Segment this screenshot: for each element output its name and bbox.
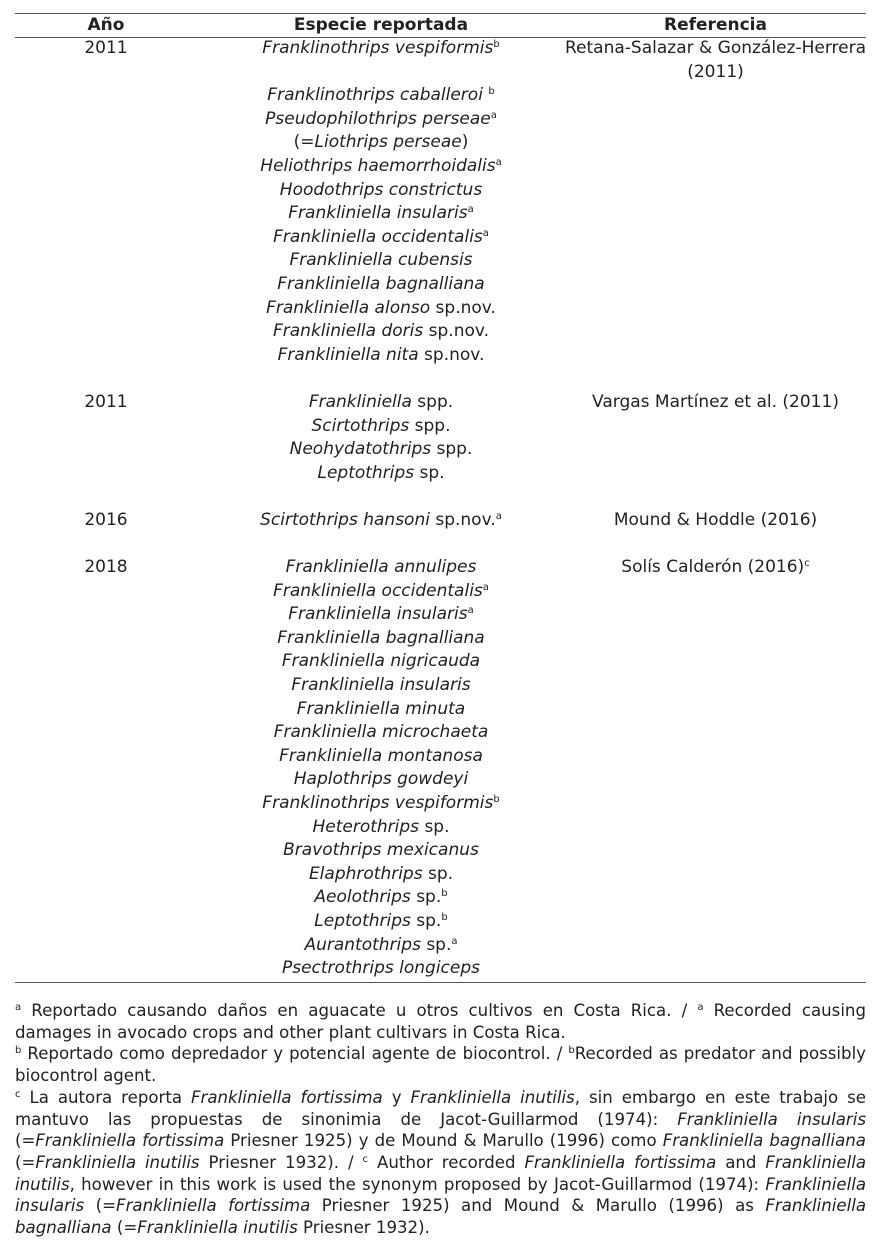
species-cell [197,556,565,981]
species-entry: Frankliniella nigricauda [281,651,481,672]
footnote-b: $^b$ Reportado como depredador y potencial agente de biocontrol. / $^b$Recorded as predator and possibly biocontrol agent. [15,1044,867,1086]
footnote-c: $^c$ La autora reporta Frankliniella fortissima y Frankliniella inutilis, sin embargo en este trabajo se mantuvo las propuestas de sinonimia de Jacot-Guillarmod (1974): Frankliniella insularis (=Frankliniella fortissima Priesner 1925) y de Mound & Marullo (1996) como Frankliniella bagnalliana (=Frankliniella inutilis Priesner 1932). / $^c$ Author recorded Frankliniella fortissima and Frankliniella inutilis, however in this work is used the synonym proposed by Jacot-Guillarmod (1974): Frankliniella insularis (=Frankliniella fortissima Priesner 1925) and Mound & Marullo (1996) as Frankliniella bagnalliana (=Frankliniella inutilis Priesner 1932). [15,1087,867,1238]
species-cell [197,509,565,533]
species-entry [197,61,565,85]
table-header [15,14,866,37]
year-cell: 2018 [84,557,128,578]
species-entry: Frankliniella doris sp.nov. [272,321,490,342]
species-entry: Frankliniella alonso sp.nov. [266,297,496,318]
row-spacer [15,367,866,391]
footnote-a: $^a$ Reportado causando daños en aguacate u otros cultivos en Costa Rica. / $^a$ Recorded causing damages in avocado crops and other plant cultivars in Costa Rica. [15,1001,866,1042]
year-cell: 2016 [84,509,128,530]
species-entry: Pseudophilothrips perseae$^a$ [265,108,497,129]
species-entry: Elaphrothrips sp. [308,863,454,884]
species-cell [197,391,565,485]
reference-cell: Solís Calderón $(2016)^c$ [621,557,810,578]
species-entry: Haplothrips gowdeyi [293,769,469,790]
species-entry: Scirtothrips spp. [311,415,451,436]
species-entry: Frankliniella occidentalis$^a$ [273,226,489,247]
species-entry: Frankliniella insularis$^a$ [288,604,474,625]
species-entry: Psectrothrips longiceps [281,958,481,979]
year-cell: 2011 [84,391,128,412]
header-reference: Referencia [664,15,767,35]
species-entry: Leptothrips sp. [317,462,445,483]
species-entry: Frankliniella nita sp.nov. [277,344,485,365]
species-entry: Frankliniella microchaeta [273,722,489,743]
reference-cell: Retana-Salazar & González-Herrera (2011) [565,38,867,82]
species-entry: Frankliniella spp. [308,391,454,412]
species-entry: Heliothrips haemorrhoidalis$^a$ [260,155,502,176]
row-spacer [15,532,866,556]
reference-cell: Vargas Martínez et al. (2011) [592,391,839,412]
species-entry: Scirtothrips hansoni sp.nov.$^a$ [260,509,502,530]
species-entry: Frankliniella montanosa [279,745,483,766]
row-spacer [15,485,866,509]
species-entry: Aurantothrips sp.$^a$ [304,934,458,955]
species-cell [197,37,565,367]
species-entry: Heterothrips sp. [312,816,450,837]
species-entry: Frankliniella bagnalliana [277,627,485,648]
table-bottom-rule [15,982,866,983]
species-entry: Frankliniella occidentalis$^a$ [273,580,489,601]
header-species: Especie reportada [293,15,469,35]
species-entry: Frankliniella insularis$^a$ [288,203,474,224]
species-entry: Frankliniella cubensis [289,250,473,271]
species-entry: Franklinothrips caballeroi $^b$ [267,85,495,106]
species-entry: Franklinothrips vespiformis$^b$ [262,793,500,813]
species-entry: Frankliniella minuta [296,698,466,719]
footnotes [15,1000,866,1239]
header-year: Año [87,15,125,35]
species-entry: Bravothrips mexicanus [283,840,479,861]
table-body [15,37,866,981]
species-entry: Neohydatothrips spp. [289,439,473,460]
species-entry: Frankliniella bagnalliana [277,273,485,294]
table-row-group [15,556,866,981]
table-row-group [15,391,866,485]
species-entry: Franklinothrips vespiformis$^b$ [262,38,500,58]
species-entry: (=Liothrips perseae) [293,132,469,153]
species-entry: Aeolothrips sp.$^b$ [314,887,448,908]
reference-cell: Mound & Hoddle (2016) [613,509,818,530]
species-entry: Frankliniella insularis [291,675,471,696]
species-entry: Frankliniella annulipes [285,557,477,578]
species-entry: Leptothrips sp.$^b$ [314,910,448,931]
year-cell: 2011 [84,38,128,58]
table-row-group [15,509,866,533]
table-row-group [15,37,866,367]
species-entry: Hoodothrips constrictus [279,179,483,200]
